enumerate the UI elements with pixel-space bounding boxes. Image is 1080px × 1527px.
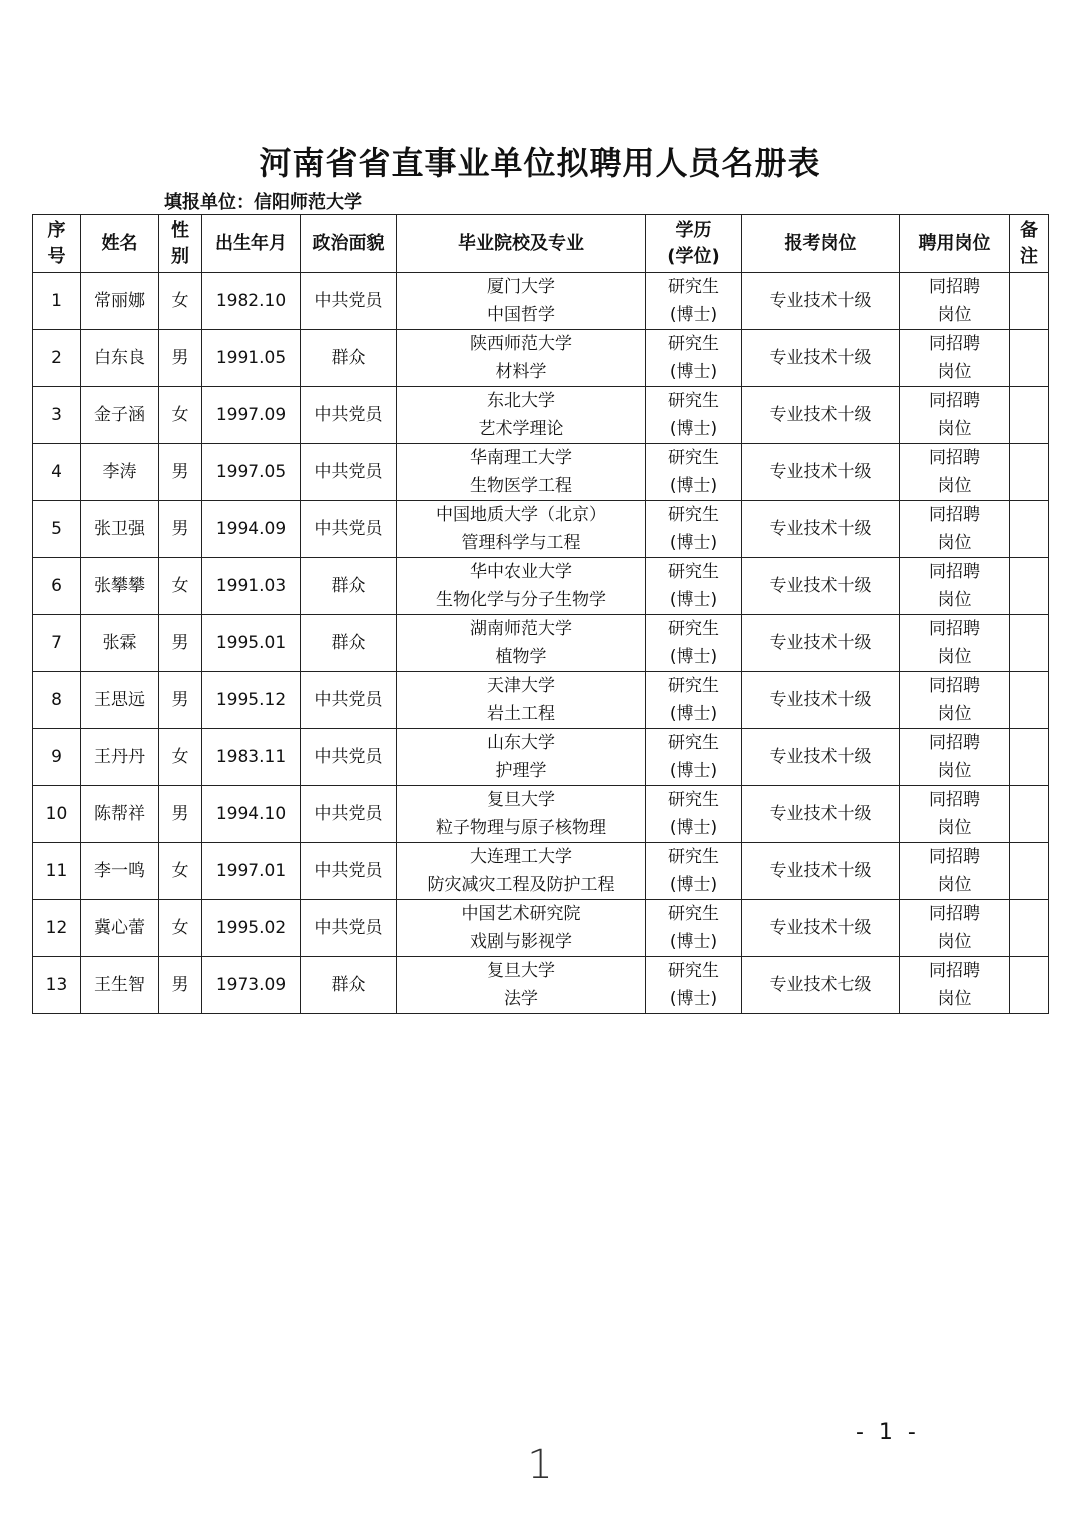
page-number: 1 [527,1442,553,1488]
cell-gender: 女 [159,900,202,957]
cell-seq: 12 [33,900,81,957]
cell-applied-post: 专业技术十级 [742,615,900,672]
cell-applied-post: 专业技术十级 [742,786,900,843]
cell-school: 华中农业大学 生物化学与分子生物学 [397,558,646,615]
cell-applied-post: 专业技术十级 [742,501,900,558]
cell-remark [1010,273,1049,330]
table-row [33,558,1049,615]
cell-school: 天津大学 岩土工程 [397,672,646,729]
cell-political: 群众 [301,957,397,1014]
header-remark: 备 注 [1010,215,1049,273]
cell-seq: 5 [33,501,81,558]
cell-remark [1010,843,1049,900]
cell-remark [1010,330,1049,387]
header-degree: 学历 (学位) [646,215,742,273]
cell-political: 群众 [301,558,397,615]
cell-remark [1010,957,1049,1014]
cell-degree: 研究生 (博士) [646,672,742,729]
cell-political: 中共党员 [301,387,397,444]
cell-name: 金子涵 [81,387,159,444]
cell-name: 冀心蕾 [81,900,159,957]
cell-degree: 研究生 (博士) [646,501,742,558]
cell-hired-post: 同招聘 岗位 [900,387,1010,444]
cell-degree: 研究生 (博士) [646,330,742,387]
cell-remark [1010,444,1049,501]
cell-seq: 13 [33,957,81,1014]
cell-degree: 研究生 (博士) [646,558,742,615]
cell-name: 陈帮祥 [81,786,159,843]
cell-seq: 9 [33,729,81,786]
cell-remark [1010,672,1049,729]
cell-school: 复旦大学 粒子物理与原子核物理 [397,786,646,843]
cell-birth: 1997.05 [202,444,301,501]
cell-degree: 研究生 (博士) [646,729,742,786]
cell-remark [1010,615,1049,672]
cell-degree: 研究生 (博士) [646,615,742,672]
cell-political: 群众 [301,615,397,672]
cell-hired-post: 同招聘 岗位 [900,843,1010,900]
cell-seq: 11 [33,843,81,900]
cell-hired-post: 同招聘 岗位 [900,957,1010,1014]
cell-name: 王丹丹 [81,729,159,786]
cell-hired-post: 同招聘 岗位 [900,900,1010,957]
reporting-unit: 填报单位：信阳师范大学 [164,192,362,213]
cell-school: 华南理工大学 生物医学工程 [397,444,646,501]
cell-birth: 1995.01 [202,615,301,672]
cell-name: 李涛 [81,444,159,501]
cell-applied-post: 专业技术十级 [742,843,900,900]
cell-hired-post: 同招聘 岗位 [900,501,1010,558]
table-row [33,273,1049,330]
cell-applied-post: 专业技术十级 [742,900,900,957]
cell-political: 中共党员 [301,672,397,729]
cell-seq: 7 [33,615,81,672]
cell-gender: 男 [159,786,202,843]
cell-applied-post: 专业技术七级 [742,957,900,1014]
cell-degree: 研究生 (博士) [646,843,742,900]
cell-remark [1010,558,1049,615]
cell-remark [1010,387,1049,444]
table-row [33,672,1049,729]
cell-school: 厦门大学 中国哲学 [397,273,646,330]
cell-political: 中共党员 [301,444,397,501]
cell-seq: 2 [33,330,81,387]
cell-remark [1010,786,1049,843]
cell-school: 复旦大学 法学 [397,957,646,1014]
cell-applied-post: 专业技术十级 [742,387,900,444]
cell-political: 中共党员 [301,843,397,900]
cell-applied-post: 专业技术十级 [742,558,900,615]
cell-birth: 1991.05 [202,330,301,387]
table-row [33,444,1049,501]
cell-birth: 1973.09 [202,957,301,1014]
table-row [33,843,1049,900]
cell-name: 王思远 [81,672,159,729]
cell-hired-post: 同招聘 岗位 [900,273,1010,330]
cell-name: 张霖 [81,615,159,672]
cell-applied-post: 专业技术十级 [742,273,900,330]
cell-school: 中国地质大学（北京） 管理科学与工程 [397,501,646,558]
cell-gender: 女 [159,843,202,900]
cell-birth: 1995.02 [202,900,301,957]
page-title: 河南省省直事业单位拟聘用人员名册表 [259,144,821,182]
cell-political: 中共党员 [301,900,397,957]
cell-hired-post: 同招聘 岗位 [900,729,1010,786]
cell-gender: 男 [159,957,202,1014]
table-row [33,501,1049,558]
cell-school: 湖南师范大学 植物学 [397,615,646,672]
cell-gender: 男 [159,444,202,501]
roster-table [32,214,1049,1014]
cell-school: 中国艺术研究院 戏剧与影视学 [397,900,646,957]
cell-gender: 男 [159,672,202,729]
cell-name: 白东良 [81,330,159,387]
header-seq: 序 号 [33,215,81,273]
cell-birth: 1994.09 [202,501,301,558]
cell-gender: 女 [159,558,202,615]
cell-name: 李一鸣 [81,843,159,900]
table-row [33,729,1049,786]
cell-degree: 研究生 (博士) [646,387,742,444]
cell-hired-post: 同招聘 岗位 [900,615,1010,672]
cell-hired-post: 同招聘 岗位 [900,786,1010,843]
cell-gender: 男 [159,615,202,672]
page-footer-number: - 1 - [856,1420,920,1445]
cell-seq: 1 [33,273,81,330]
cell-political: 中共党员 [301,729,397,786]
cell-school: 山东大学 护理学 [397,729,646,786]
cell-degree: 研究生 (博士) [646,444,742,501]
table-row [33,957,1049,1014]
cell-applied-post: 专业技术十级 [742,444,900,501]
cell-gender: 女 [159,387,202,444]
cell-hired-post: 同招聘 岗位 [900,558,1010,615]
cell-degree: 研究生 (博士) [646,786,742,843]
cell-school: 东北大学 艺术学理论 [397,387,646,444]
cell-remark [1010,900,1049,957]
cell-remark [1010,501,1049,558]
cell-gender: 男 [159,330,202,387]
cell-birth: 1991.03 [202,558,301,615]
cell-name: 张卫强 [81,501,159,558]
table-row [33,615,1049,672]
cell-seq: 8 [33,672,81,729]
cell-seq: 10 [33,786,81,843]
cell-hired-post: 同招聘 岗位 [900,444,1010,501]
cell-degree: 研究生 (博士) [646,273,742,330]
cell-birth: 1997.01 [202,843,301,900]
cell-birth: 1982.10 [202,273,301,330]
cell-degree: 研究生 (博士) [646,900,742,957]
cell-hired-post: 同招聘 岗位 [900,672,1010,729]
table-row [33,387,1049,444]
cell-political: 中共党员 [301,273,397,330]
table-row [33,330,1049,387]
header-birth: 出生年月 [202,215,301,273]
cell-birth: 1983.11 [202,729,301,786]
cell-gender: 男 [159,501,202,558]
cell-birth: 1997.09 [202,387,301,444]
cell-remark [1010,729,1049,786]
cell-gender: 女 [159,729,202,786]
cell-birth: 1995.12 [202,672,301,729]
table-row [33,900,1049,957]
table-header [33,215,1049,273]
header-applied-post: 报考岗位 [742,215,900,273]
cell-political: 中共党员 [301,786,397,843]
cell-applied-post: 专业技术十级 [742,729,900,786]
cell-seq: 4 [33,444,81,501]
header-gender: 性 别 [159,215,202,273]
header-name: 姓名 [81,215,159,273]
table-body [33,273,1049,1014]
cell-seq: 6 [33,558,81,615]
cell-applied-post: 专业技术十级 [742,330,900,387]
cell-birth: 1994.10 [202,786,301,843]
header-political: 政治面貌 [301,215,397,273]
cell-degree: 研究生 (博士) [646,957,742,1014]
cell-hired-post: 同招聘 岗位 [900,330,1010,387]
header-school: 毕业院校及专业 [397,215,646,273]
cell-seq: 3 [33,387,81,444]
cell-name: 张攀攀 [81,558,159,615]
table-row [33,786,1049,843]
cell-political: 群众 [301,330,397,387]
cell-name: 常丽娜 [81,273,159,330]
cell-gender: 女 [159,273,202,330]
header-hired-post: 聘用岗位 [900,215,1010,273]
cell-political: 中共党员 [301,501,397,558]
cell-applied-post: 专业技术十级 [742,672,900,729]
cell-school: 大连理工大学 防灾减灾工程及防护工程 [397,843,646,900]
cell-name: 王生智 [81,957,159,1014]
cell-school: 陕西师范大学 材料学 [397,330,646,387]
